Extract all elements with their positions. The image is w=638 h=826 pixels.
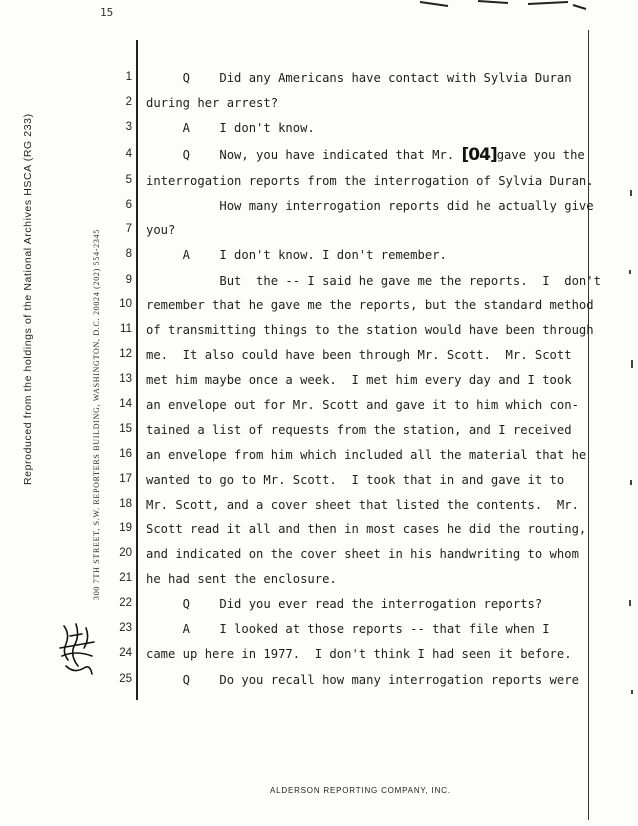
top-edge-marks: [418, 0, 588, 12]
line-number: 18: [119, 498, 132, 510]
line-number: 25: [119, 673, 132, 685]
line-number: 17: [119, 473, 132, 485]
transcript-line: remember that he gave me the reports, but the standard method: [146, 298, 594, 312]
line-number: 8: [125, 248, 132, 260]
transcript-line: he had sent the enclosure.: [146, 572, 337, 586]
line-number: 9: [125, 274, 132, 286]
transcript-line: met him maybe once a week. I met him every day and I took: [146, 373, 572, 387]
transcript-line: Q Did any Americans have contact with Sylvia Duran: [146, 71, 572, 85]
transcript-line: Mr. Scott, and a cover sheet that listed the contents. Mr.: [146, 498, 579, 512]
archive-margin-note: Reproduced from the holdings of the National Archives HSCA (RG 233): [22, 113, 34, 485]
right-margin-rule: [588, 30, 589, 820]
transcript-line: came up here in 1977. I don't think I had seen it before.: [146, 647, 572, 661]
line-number: 1: [125, 71, 132, 83]
transcript-line: How many interrogation reports did he actually give: [146, 199, 594, 213]
transcript-line: A I don't know. I don't remember.: [146, 248, 447, 262]
transcript-line: Scott read it all and then in most cases he did the routing,: [146, 522, 587, 536]
transcript-line: Q Did you ever read the interrogation reports?: [146, 597, 543, 611]
line-number: 5: [125, 174, 132, 186]
line-text: Q Now, you have indicated that Mr.: [146, 148, 462, 162]
line-number: 6: [125, 199, 132, 211]
line-number: 23: [119, 622, 132, 634]
transcript-line: of transmitting things to the station would have been through: [146, 323, 594, 337]
line-number: 15: [119, 423, 132, 435]
reporter-address-note: 300 7TH STREET, S.W. REPORTERS BUILDING, WASHINGTON, D.C. 20024 (202) 554-2345: [92, 229, 101, 600]
transcript-line: tained a list of requests from the station, and I received: [146, 423, 572, 437]
reporting-company-footer: ALDERSON REPORTING COMPANY, INC.: [270, 786, 451, 795]
transcript-line: [146, 145, 585, 165]
transcript-line: A I looked at those reports -- that file when I: [146, 622, 550, 636]
line-number: 21: [119, 572, 132, 584]
line-number: 22: [119, 597, 132, 609]
line-text: gave you the: [496, 148, 585, 162]
scan-edge-noise: [628, 150, 634, 750]
line-number: 4: [125, 148, 132, 160]
line-number: 19: [119, 522, 132, 534]
line-number: 2: [125, 96, 132, 108]
transcript-line: an envelope from him which included all the material that he: [146, 448, 587, 462]
transcript-line: Q Do you recall how many interrogation reports were: [146, 673, 579, 687]
line-number: 7: [125, 223, 132, 235]
line-number: 16: [119, 448, 132, 460]
line-number: 24: [119, 647, 132, 659]
line-number: 3: [125, 121, 132, 133]
left-margin-rule: [136, 40, 138, 700]
line-number: 12: [119, 348, 132, 360]
redaction-code: [04]: [461, 145, 497, 165]
transcript-line: an envelope out for Mr. Scott and gave it to him which con-: [146, 398, 579, 412]
transcript-line: you?: [146, 223, 176, 237]
line-number: 11: [120, 323, 132, 335]
transcript-line: wanted to go to Mr. Scott. I took that in and gave it to: [146, 473, 565, 487]
transcript-line: A I don't know.: [146, 121, 315, 135]
transcript-line: during her arrest?: [146, 96, 279, 110]
line-number: 10: [119, 298, 132, 310]
line-number: 13: [119, 373, 132, 385]
line-number: 20: [119, 547, 132, 559]
line-number: 14: [119, 398, 132, 410]
transcript-line: But the -- I said he gave me the reports. I don't: [146, 274, 601, 288]
transcript-line: me. It also could have been through Mr. Scott. Mr. Scott: [146, 348, 572, 362]
page-number: 15: [100, 6, 114, 19]
transcript-line: and indicated on the cover sheet in his handwriting to whom: [146, 547, 579, 561]
reporting-company-seal-icon: [56, 622, 98, 680]
transcript-line: interrogation reports from the interrogation of Sylvia Duran.: [146, 174, 594, 188]
